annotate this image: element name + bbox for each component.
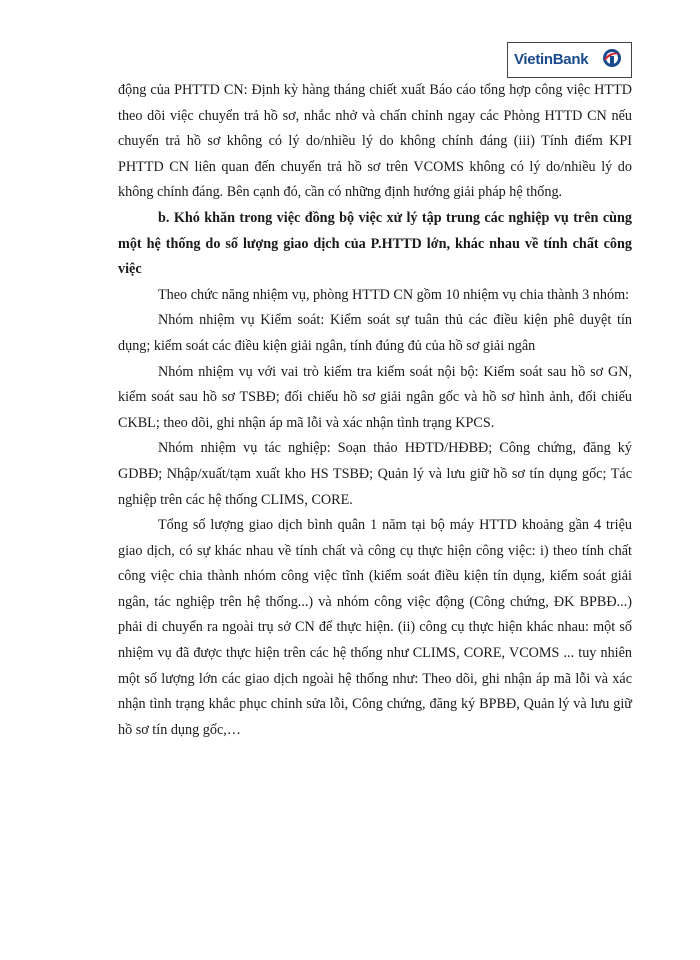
paragraph-internal-audit-group: Nhóm nhiệm vụ với vai trò kiểm tra kiểm soát nội bộ: Kiểm soát sau hồ sơ GN, kiểm soát sau hồ sơ TSBĐ; đối chiếu hồ sơ giải ngân gốc và hồ sơ hình ảnh, đối chiếu CKBL; theo dõi, ghi nhận áp mã lỗi và xác nhận tình trạng KPCS. (118, 363, 632, 431)
vietinbank-logo-icon (600, 47, 624, 69)
paragraph-control-group: Nhóm nhiệm vụ Kiểm soát: Kiểm soát sự tuân thủ các điều kiện phê duyệt tín dụng; kiểm soát các điều kiện giải ngân, tính đúng đủ của hồ sơ giải ngân (118, 312, 632, 354)
paragraph-operations-group: Nhóm nhiệm vụ tác nghiệp: Soạn thảo HĐTD/HĐBĐ; Công chứng, đăng ký GDBĐ; Nhập/xuất/tạm xuất kho HS TSBĐ; Quản lý và lưu giữ hồ sơ tín dụng gốc; Tác nghiệp trên các hệ thống CLIMS, CORE. (118, 440, 632, 508)
brand-logo (507, 42, 632, 78)
document-page (118, 78, 632, 743)
logo-text: VietinBank (514, 51, 589, 68)
section-heading-b: b. Khó khăn trong việc đồng bộ việc xử lý tập trung các nghiệp vụ trên cùng một hệ thống do số lượng giao dịch của P.HTTD lớn, khác nhau về tính chất công việc (118, 209, 632, 278)
paragraph-transaction-volume: Tổng số lượng giao dịch bình quân 1 năm tại bộ máy HTTD khoảng gần 4 triệu giao dịch, có sự khác nhau về tính chất và công cụ thực hiện công việc: i) theo tính chất công việc chia thành nhóm công việc tĩnh (kiểm soát điều kiện tín dụng, kiểm soát giải ngân, tác nghiệp trên hệ thống...) và nhóm công việc động (Công chứng, ĐK BPBĐ...) phải di chuyển ra ngoài trụ sở CN để thực hiện. (ii) công cụ thực hiện khác nhau: một số nhiệm vụ đã được thực hiện trên các hệ thống như CLIMS, CORE, VCOMS ... tuy nhiên một số lượng lớn các giao dịch ngoài hệ thống như: Theo dõi, ghi nhận áp mã lỗi và xác nhận tình trạng khắc phục chỉnh sửa lỗi, Công chứng, đăng ký BPBĐ, Quản lý và lưu giữ hồ sơ tín dụng gốc,… (118, 517, 632, 738)
paragraph-task-groups: Theo chức năng nhiệm vụ, phòng HTTD CN gồm 10 nhiệm vụ chia thành 3 nhóm: (158, 286, 630, 303)
paragraph-continued: động của PHTTD CN: Định kỳ hàng tháng chiết xuất Báo cáo tổng hợp công việc HTTD theo dõi việc chuyển trả hồ sơ, nhắc nhở và chấn chỉnh ngay các Phòng HTTD CN nếu chuyển trả hồ sơ không có lý do/nhiều lý do không chính đáng (iii) Tính điểm KPI PHTTD CN liên quan đến chuyển trả hồ sơ trên VCOMS không có lý do/nhiều lý do không chính đáng. Bên cạnh đó, cần có những định hướng giải pháp hệ thống. (118, 82, 632, 201)
